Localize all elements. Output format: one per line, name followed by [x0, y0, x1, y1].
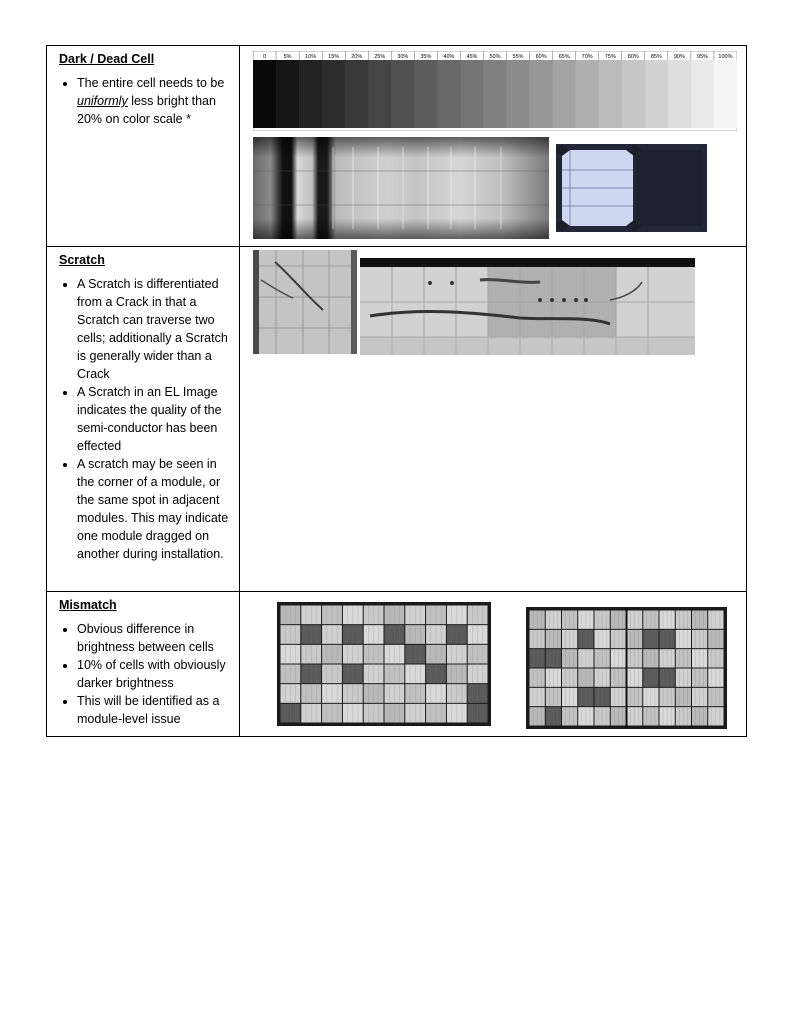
scale-swatch [530, 60, 553, 128]
table-row [47, 247, 747, 592]
list-item: • Obvious difference in brightness between cells [77, 620, 233, 656]
scale-tick-label: 15% [328, 54, 340, 60]
el-image-scratch-module [360, 258, 695, 355]
row-heading: Mismatch [59, 598, 117, 612]
scale-tick-label: 90% [673, 54, 685, 60]
el-image-dark-cells [253, 137, 549, 239]
bullet-list [59, 275, 233, 563]
scale-swatch [460, 60, 483, 128]
el-image-mismatch-module-2 [526, 607, 727, 729]
scale-swatch [553, 60, 576, 128]
scale-tick-label: 80% [627, 54, 639, 60]
scale-swatch [322, 60, 345, 128]
el-image-dead-cell [556, 144, 707, 232]
image-cell [240, 592, 747, 737]
scale-tick-label: 60% [535, 54, 547, 60]
scale-swatch [714, 60, 737, 128]
list-item: • A Scratch is differentiated from a Crack in that a Scratch can traverse two cells; additionally a Scratch is generally wider than a Crack [77, 275, 233, 383]
description-cell [47, 592, 240, 737]
scale-swatch [345, 60, 368, 128]
image-cell [240, 247, 747, 592]
scale-swatch [483, 60, 506, 128]
bullet-text: The entire cell needs to be [77, 76, 225, 90]
bullet-list [59, 74, 233, 128]
scale-tick-label: 35% [420, 54, 432, 60]
scale-tick-label: 50% [489, 54, 501, 60]
scale-swatch [276, 60, 299, 128]
list-item: • A Scratch in an EL Image indicates the quality of the semi-conductor has been effected [77, 383, 233, 455]
scale-tick-label: 20% [351, 54, 363, 60]
list-item [77, 74, 233, 128]
bullet-list [59, 620, 233, 728]
scale-tick-label: 30% [397, 54, 409, 60]
grayscale-color-scale [253, 51, 737, 131]
el-image-mismatch-module-1 [277, 602, 491, 726]
bullet-text: less bright than 20% on color scale * [77, 94, 216, 126]
el-image-scratch-closeup [253, 250, 357, 354]
list-item: • This will be identified as a module-level issue [77, 692, 233, 728]
scale-swatch [645, 60, 668, 128]
scale-swatch [507, 60, 530, 128]
scale-tick-label: 40% [443, 54, 455, 60]
scale-tick-label: 0 [262, 54, 267, 60]
list-item: • A scratch may be seen in the corner of a module, or the same spot in adjacent modules. This may indicate one module dragged on another during installation. [77, 455, 233, 563]
scale-tick-label: 95% [696, 54, 708, 60]
table-row [47, 46, 747, 247]
scale-tick-label: 25% [374, 54, 386, 60]
scale-tick-label: 10% [305, 54, 317, 60]
scale-swatch [576, 60, 599, 128]
emphasis-text: uniformly [77, 94, 128, 108]
scale-swatch [414, 60, 437, 128]
scale-tick-label: 5% [283, 54, 292, 60]
scale-tick-label: 85% [650, 54, 662, 60]
scale-tick-label: 75% [604, 54, 616, 60]
image-cell [240, 46, 747, 247]
description-cell [47, 247, 240, 592]
scale-swatch [391, 60, 414, 128]
scale-swatch [622, 60, 645, 128]
scale-swatch [437, 60, 460, 128]
scale-swatch [599, 60, 622, 128]
scale-tick-label: 100% [718, 54, 733, 60]
table-row [47, 592, 747, 737]
scale-swatch [368, 60, 391, 128]
row-heading: Scratch [59, 253, 105, 267]
scale-tick-label: 55% [512, 54, 524, 60]
defect-table [46, 45, 747, 737]
scale-tick-label: 45% [466, 54, 478, 60]
description-cell [47, 46, 240, 247]
scale-swatch [668, 60, 691, 128]
row-heading: Dark / Dead Cell [59, 52, 155, 66]
scale-swatch [253, 60, 276, 128]
scale-tick-label: 65% [558, 54, 570, 60]
scale-swatch [691, 60, 714, 128]
list-item: • 10% of cells with obviously darker brightness [77, 656, 233, 692]
scale-tick-label: 70% [581, 54, 593, 60]
scale-swatch [299, 60, 322, 128]
